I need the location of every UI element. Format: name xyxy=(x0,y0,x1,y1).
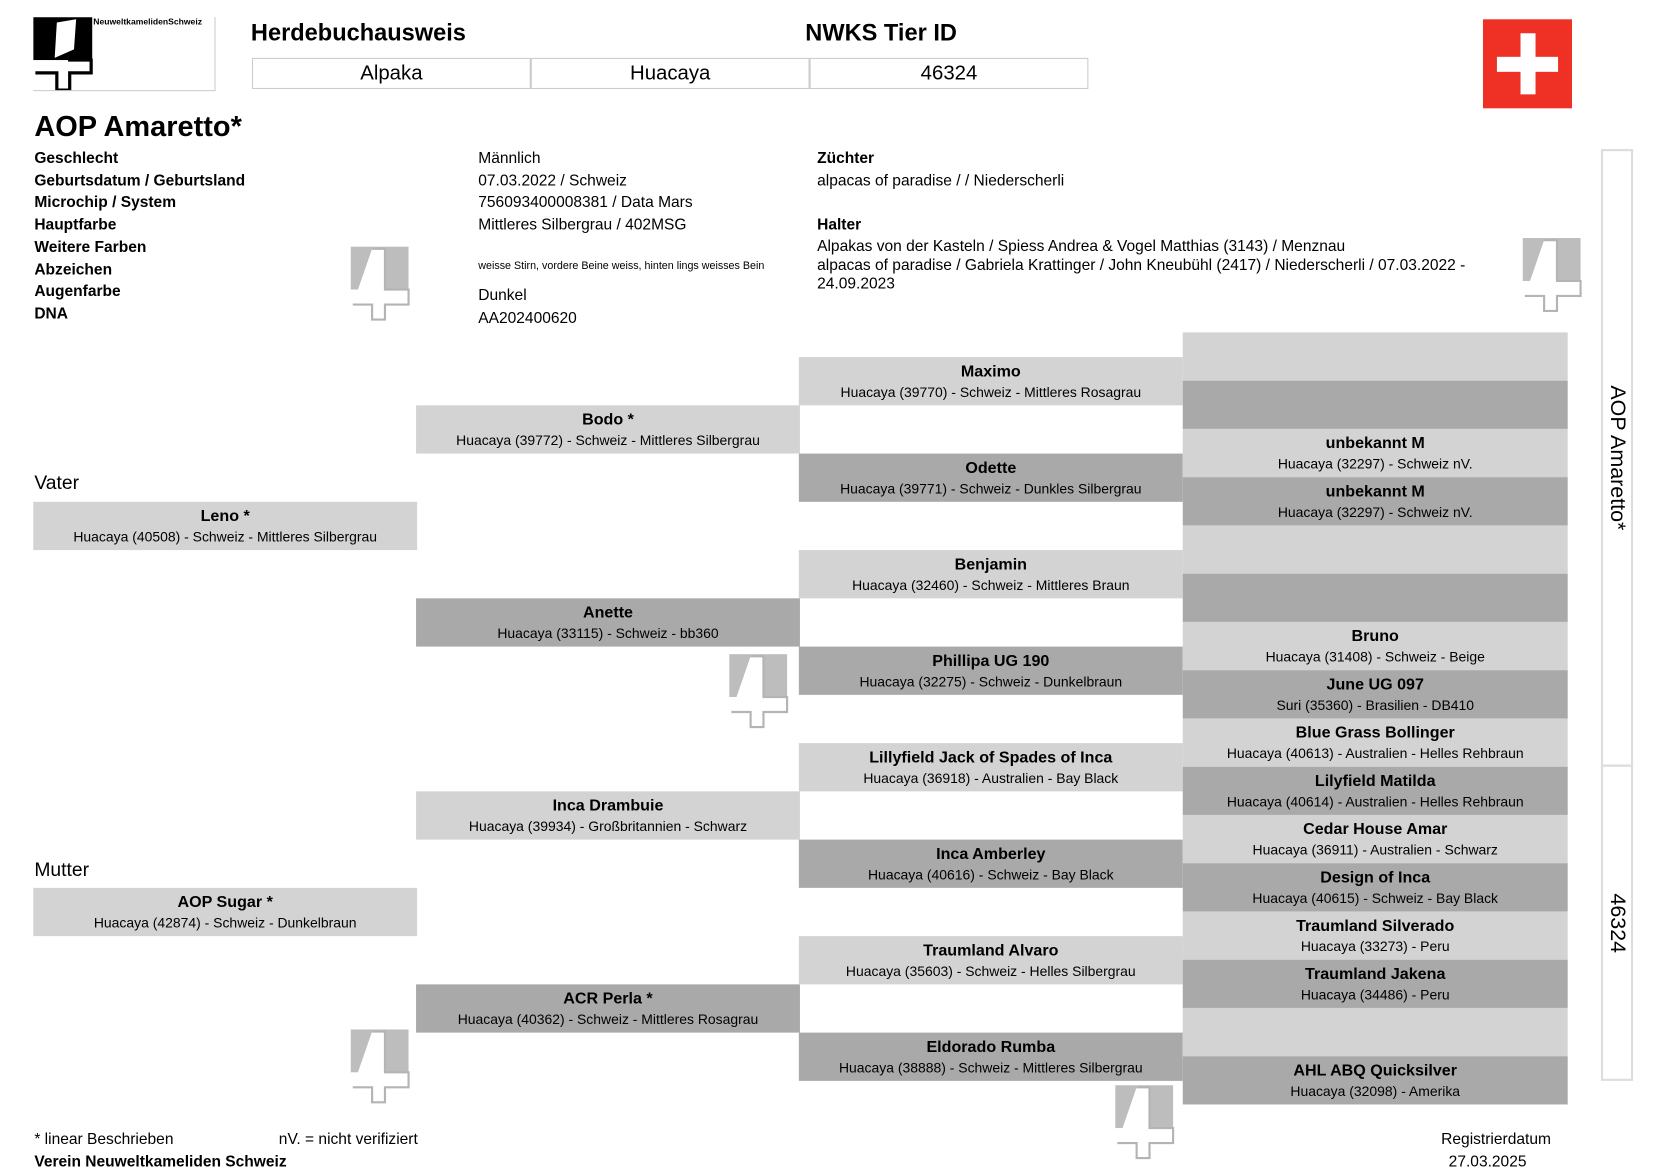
pedigree-gen4-entry xyxy=(1183,381,1568,429)
ancestor-name: Blue Grass Bollinger xyxy=(1295,723,1455,743)
tier-id-cell: 46324 xyxy=(920,62,978,85)
pedigree-gen2-entry xyxy=(416,791,800,839)
ancestor-name: ACR Perla * xyxy=(563,989,653,1008)
field-value: 756093400008381 / Data Mars xyxy=(478,194,693,212)
ancestor-name: Eldorado Rumba xyxy=(926,1037,1056,1056)
halter-line: alpacas of paradise / Gabriela Krattinger / John Kneubühl (2417) / Niederscherli / 07.03.2022 - xyxy=(817,257,1466,275)
ancestor-detail: Huacaya (32275) - Schweiz - Dunkelbraun xyxy=(859,672,1123,689)
ancestor-name: Maximo xyxy=(960,361,1021,381)
ancestor-name: Odette xyxy=(965,458,1017,477)
halter-line: Alpakas von der Kasteln / Spiess Andrea & Vogel Matthias (3143) / Menznau xyxy=(817,238,1346,256)
pedigree-gen3-entry xyxy=(799,839,1183,887)
ancestor-name: Traumland Silverado xyxy=(1296,916,1455,936)
field-label: Weitere Farben xyxy=(34,238,147,257)
watermark-logo xyxy=(351,1029,411,1109)
ancestor-name: unbekannt M xyxy=(1325,434,1425,453)
ancestor-name: June UG 097 xyxy=(1326,675,1424,694)
ancestor-name: Traumland Alvaro xyxy=(923,940,1059,960)
pedigree-gen1-entry xyxy=(33,887,417,935)
watermark-logo xyxy=(1523,238,1583,318)
ancestor-name: Lillyfield Jack of Spades of Inca xyxy=(869,747,1113,767)
footnote-linear: * linear Beschrieben xyxy=(34,1131,174,1149)
pedigree-gen3-entry xyxy=(799,453,1183,501)
pedigree-gen1-entry xyxy=(33,501,417,549)
field-label: Augenfarbe xyxy=(34,283,121,301)
pedigree-gen3-entry xyxy=(799,743,1183,791)
ancestor-detail: Huacaya (38888) - Schweiz - Mittleres Silbergrau xyxy=(838,1058,1143,1075)
ancestor-detail: Huacaya (32297) - Schweiz nV. xyxy=(1277,455,1473,472)
pedigree-gen3-entry xyxy=(799,1032,1183,1080)
side-id: 46324 xyxy=(1605,892,1630,953)
swiss-flag xyxy=(1483,19,1572,108)
zuechter-value: alpacas of paradise / / Niederscherli xyxy=(817,172,1065,190)
ancestor-detail: Huacaya (39770) - Schweiz - Mittleres Rosagrau xyxy=(840,383,1142,400)
vater-label: Vater xyxy=(34,471,80,494)
document-title: Herdebuchausweis xyxy=(250,19,466,47)
pedigree-gen4-entry xyxy=(1183,477,1568,525)
pedigree-gen2-entry xyxy=(416,405,800,453)
pedigree-gen4-entry xyxy=(1183,574,1568,622)
field-value: Männlich xyxy=(478,150,541,168)
side-name-box xyxy=(1601,149,1633,767)
ancestor-detail: Huacaya (31408) - Schweiz - Beige xyxy=(1265,648,1485,665)
ancestor-detail: Huacaya (33273) - Peru xyxy=(1300,938,1450,955)
side-name: AOP Amaretto* xyxy=(1605,385,1630,531)
zuechter-label: Züchter xyxy=(817,150,875,168)
field-value: AA202400620 xyxy=(478,309,577,327)
field-value: Mittleres Silbergrau / 402MSG xyxy=(478,216,687,234)
ancestor-name: AOP Sugar * xyxy=(177,892,273,911)
pedigree-gen4-entry xyxy=(1183,332,1568,380)
pedigree-gen4-entry xyxy=(1183,863,1568,911)
ancestor-name: Bodo * xyxy=(582,410,634,429)
field-value: Dunkel xyxy=(478,287,527,305)
pedigree-gen3-entry xyxy=(799,646,1183,694)
ancestor-name: Lilyfield Matilda xyxy=(1314,772,1436,791)
pedigree-gen4-entry xyxy=(1183,1008,1568,1056)
ancestor-detail: Huacaya (35603) - Schweiz - Helles Silbergrau xyxy=(845,962,1136,979)
ancestor-detail: Huacaya (40614) - Australien - Helles Rehbraun xyxy=(1226,793,1524,810)
ancestor-name: Cedar House Amar xyxy=(1303,820,1448,839)
species-cell: Alpaka xyxy=(253,59,532,88)
pedigree-gen2-entry xyxy=(416,984,800,1032)
ancestor-detail: Huacaya (40362) - Schweiz - Mittleres Rosagrau xyxy=(457,1010,759,1027)
pedigree-gen4-entry xyxy=(1183,911,1568,959)
type-cell: Huacaya xyxy=(532,59,811,88)
ancestor-detail: Huacaya (39772) - Schweiz - Mittleres Silbergrau xyxy=(456,431,760,448)
pedigree-gen3-entry xyxy=(799,936,1183,984)
ancestor-detail: Huacaya (32460) - Schweiz - Mittleres Braun xyxy=(852,576,1130,593)
ancestor-detail: Huacaya (32098) - Amerika xyxy=(1290,1083,1461,1100)
ancestor-detail: Huacaya (39771) - Schweiz - Dunkles Silbergrau xyxy=(840,479,1142,496)
ancestor-detail: Huacaya (40615) - Schweiz - Bay Black xyxy=(1252,890,1499,907)
field-label: Hauptfarbe xyxy=(34,216,117,234)
pedigree-gen2-entry xyxy=(416,598,800,646)
field-label: Abzeichen xyxy=(34,261,113,279)
field-label: Microchip / System xyxy=(34,194,177,212)
pedigree-gen4-entry xyxy=(1183,429,1568,477)
logo-text: NeuweltkamelidenSchweiz xyxy=(93,17,202,27)
logo xyxy=(33,17,215,91)
ancestor-name: Bruno xyxy=(1351,627,1399,646)
pedigree-gen4-entry xyxy=(1183,815,1568,863)
mutter-label: Mutter xyxy=(34,858,90,881)
field-value: weisse Stirn, vordere Beine weiss, hinten lings weisses Bein xyxy=(478,260,765,272)
organization: Verein Neuweltkameliden Schweiz xyxy=(34,1153,287,1171)
ancestor-detail: Huacaya (36911) - Australien - Schwarz xyxy=(1252,841,1498,858)
watermark-logo xyxy=(351,247,411,327)
ancestor-detail: Huacaya (33115) - Schweiz - bb360 xyxy=(497,624,719,641)
ancestor-name: Inca Amberley xyxy=(936,844,1046,863)
header-table xyxy=(252,58,1088,89)
ancestor-name: Inca Drambuie xyxy=(552,796,664,815)
pedigree-gen4-entry xyxy=(1183,1056,1568,1104)
pedigree-gen4-entry xyxy=(1183,622,1568,670)
halter-line: 24.09.2023 xyxy=(817,275,895,293)
field-label: DNA xyxy=(34,305,69,323)
ancestor-name: AHL ABQ Quicksilver xyxy=(1293,1061,1458,1080)
watermark-logo xyxy=(729,654,789,734)
side-id-box xyxy=(1601,765,1633,1081)
ancestor-detail: Huacaya (40616) - Schweiz - Bay Black xyxy=(867,865,1114,882)
pedigree-gen3-entry xyxy=(799,357,1183,405)
footnote-nv: nV. = nicht verifiziert xyxy=(278,1131,418,1149)
ancestor-name: Phillipa UG 190 xyxy=(932,651,1050,670)
id-title: NWKS Tier ID xyxy=(805,19,957,47)
ancestor-detail: Huacaya (34486) - Peru xyxy=(1300,986,1450,1003)
watermark-logo xyxy=(1115,1085,1175,1165)
ancestor-name: unbekannt M xyxy=(1325,482,1425,501)
pedigree-gen4-entry xyxy=(1183,718,1568,766)
ancestor-name: Traumland Jakena xyxy=(1305,965,1446,984)
ancestor-detail: Suri (35360) - Brasilien - DB410 xyxy=(1276,696,1475,714)
animal-name: AOP Amaretto* xyxy=(34,110,242,143)
pedigree-gen4-entry xyxy=(1183,767,1568,815)
field-value: 07.03.2022 / Schweiz xyxy=(478,172,627,190)
ancestor-detail: Huacaya (39934) - Großbritannien - Schwarz xyxy=(468,817,748,834)
reg-date: 27.03.2025 xyxy=(1448,1153,1527,1171)
pedigree-gen3-entry xyxy=(799,550,1183,598)
ancestor-name: Design of Inca xyxy=(1320,868,1431,887)
pedigree-gen4-entry xyxy=(1183,670,1568,718)
ancestor-name: Benjamin xyxy=(954,554,1027,574)
field-label: Geschlecht xyxy=(34,150,119,168)
halter-label: Halter xyxy=(817,216,862,234)
ancestor-detail: Huacaya (40613) - Australien - Helles Rehbraun xyxy=(1226,745,1524,762)
ancestor-name: Leno * xyxy=(200,506,250,525)
pedigree-gen4-entry xyxy=(1183,525,1568,573)
field-label: Geburtsdatum / Geburtsland xyxy=(34,172,246,190)
ancestor-name: Anette xyxy=(582,603,634,622)
ancestor-detail: Huacaya (32297) - Schweiz nV. xyxy=(1277,503,1473,521)
pedigree-gen4-entry xyxy=(1183,960,1568,1008)
reg-label: Registrierdatum xyxy=(1441,1131,1551,1149)
ancestor-detail: Huacaya (36918) - Australien - Bay Black xyxy=(863,769,1119,786)
ancestor-detail: Huacaya (40508) - Schweiz - Mittleres Silbergrau xyxy=(73,528,378,545)
ancestor-detail: Huacaya (42874) - Schweiz - Dunkelbraun xyxy=(93,914,357,931)
